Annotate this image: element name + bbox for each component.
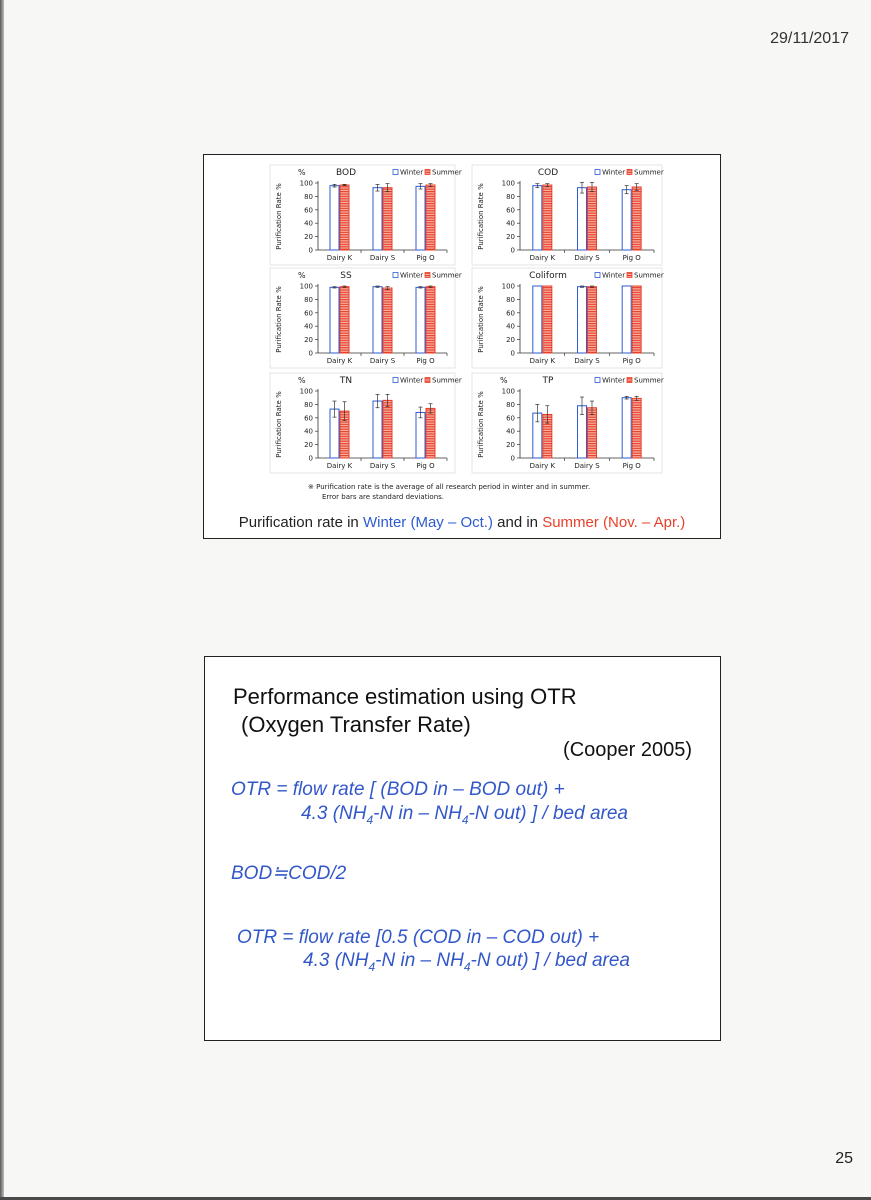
bar-winter-dairy-s: [578, 287, 587, 353]
x-tick-label: Dairy S: [574, 462, 600, 470]
bar-winter-dairy-k: [533, 186, 542, 250]
formula2-line1: [237, 927, 599, 949]
bar-summer-dairy-s: [588, 287, 597, 353]
y-tick-label: 80: [506, 192, 515, 201]
y-tick-label: 60: [506, 309, 515, 318]
f1-sub-2: 4: [461, 812, 469, 827]
y-axis-label: Purification Rate %: [477, 391, 485, 458]
x-tick-label: Dairy K: [529, 462, 556, 470]
legend-swatch-winter: [393, 378, 398, 383]
x-tick-label: Pig O: [416, 357, 435, 365]
slide-purification-charts: [203, 154, 721, 539]
y-tick-label: 20: [506, 233, 515, 242]
bar-winter-dairy-s: [373, 287, 382, 353]
y-tick-label: 40: [506, 219, 515, 228]
chart-title: SS: [340, 271, 352, 281]
y-axis-label: Purification Rate %: [477, 183, 485, 250]
y-tick-label: 100: [501, 282, 515, 291]
y-tick-label: 0: [308, 349, 313, 358]
bar-summer-pig-o: [632, 286, 641, 353]
legend-swatch-winter: [393, 170, 398, 175]
y-axis-label: Purification Rate %: [275, 391, 283, 458]
legend-label-summer: Summer: [432, 376, 462, 385]
bar-summer-dairy-k: [543, 185, 552, 250]
x-tick-label: Dairy S: [369, 254, 396, 262]
x-tick-label: Pig O: [622, 357, 641, 365]
y-tick-label: 100: [501, 387, 515, 396]
bar-winter-pig-o: [416, 287, 425, 353]
y-tick-label: 40: [304, 219, 313, 228]
y-axis-label: Purification Rate %: [477, 286, 485, 353]
bar-summer-dairy-k: [543, 286, 552, 353]
title-line-2: (Oxygen Transfer Rate): [241, 712, 471, 737]
x-tick-label: Pig O: [622, 254, 641, 262]
legend-label-winter: Winter: [400, 168, 424, 177]
legend-swatch-summer: [425, 378, 430, 383]
y-axis-label: Purification Rate %: [275, 183, 283, 250]
y-tick-label: 80: [304, 295, 313, 304]
chart-title: TN: [339, 376, 353, 386]
y-tick-label: 60: [304, 414, 313, 423]
formula2-lhs: OTR =: [237, 927, 299, 948]
title-line-1: Performance estimation using OTR: [233, 684, 577, 709]
legend-swatch-winter: [393, 273, 398, 278]
y-tick-label: 60: [304, 206, 313, 215]
chart-bod: [270, 165, 462, 265]
legend-swatch-winter: [595, 378, 600, 383]
unit-label: %: [298, 376, 306, 385]
y-tick-label: 100: [299, 282, 313, 291]
bar-winter-dairy-k: [330, 186, 339, 250]
bar-summer-dairy-s: [588, 408, 597, 458]
y-tick-label: 20: [506, 336, 515, 345]
f2-part-b: -N in – NH: [375, 950, 464, 971]
footnote-line-1: ※ Purification rate is the average of all research period in winter and in summer.: [308, 483, 591, 491]
legend-swatch-summer: [425, 170, 430, 175]
x-tick-label: Dairy S: [574, 357, 600, 365]
caption-middle: and in: [492, 514, 543, 531]
x-tick-label: Dairy S: [369, 462, 396, 470]
x-tick-label: Dairy K: [529, 254, 556, 262]
bar-summer-pig-o: [632, 187, 641, 250]
f1-part-b: -N in – NH: [373, 803, 462, 824]
legend-label-summer: Summer: [432, 168, 462, 177]
slide1-caption: [204, 514, 720, 531]
approximation: BOD≒COD/2: [231, 863, 347, 884]
y-tick-label: 80: [304, 400, 313, 409]
legend-swatch-summer: [627, 378, 632, 383]
bar-winter-dairy-k: [533, 286, 542, 353]
unit-label: %: [298, 271, 306, 280]
x-tick-label: Pig O: [416, 462, 435, 470]
y-tick-label: 100: [299, 179, 313, 188]
page-number: 25: [835, 1150, 853, 1167]
x-tick-label: Pig O: [416, 254, 435, 262]
legend-label-summer: Summer: [432, 271, 462, 280]
bar-summer-dairy-s: [383, 288, 392, 353]
footnote-line-2: Error bars are standard deviations.: [322, 493, 444, 501]
x-tick-label: Dairy K: [326, 357, 353, 365]
slide2-title: [233, 683, 577, 739]
chart-title: TP: [542, 376, 554, 386]
bar-winter-pig-o: [622, 286, 631, 353]
legend-swatch-winter: [595, 273, 600, 278]
y-tick-label: 80: [304, 192, 313, 201]
chart-title: BOD: [335, 168, 357, 178]
x-tick-label: Dairy K: [326, 462, 353, 470]
unit-label: %: [298, 168, 306, 177]
chart-grid: [204, 155, 722, 540]
chart-tn: [270, 373, 462, 473]
y-tick-label: 0: [510, 349, 515, 358]
y-tick-label: 20: [506, 441, 515, 450]
y-tick-label: 80: [506, 295, 515, 304]
y-tick-label: 20: [304, 336, 313, 345]
bar-winter-pig-o: [416, 186, 425, 250]
formula1-lhs: OTR =: [231, 779, 293, 800]
chart-ss: [270, 268, 462, 368]
bar-winter-pig-o: [622, 398, 631, 458]
reference: (Cooper 2005): [563, 739, 692, 761]
bar-summer-pig-o: [426, 185, 435, 250]
x-tick-label: Dairy K: [326, 254, 353, 262]
y-tick-label: 40: [506, 322, 515, 331]
y-tick-label: 40: [506, 427, 515, 436]
x-tick-label: Dairy K: [529, 357, 556, 365]
caption-summer: Summer (Nov. – Apr.): [542, 514, 686, 531]
legend-label-winter: Winter: [400, 271, 424, 280]
y-tick-label: 40: [304, 322, 313, 331]
bar-summer-dairy-k: [340, 287, 349, 353]
bar-summer-dairy-s: [383, 400, 392, 458]
y-tick-label: 0: [510, 246, 515, 255]
chart-coliform: [472, 268, 664, 368]
legend-label-winter: Winter: [400, 376, 424, 385]
slide-otr-estimation: [204, 656, 721, 1041]
y-axis-label: Purification Rate %: [275, 286, 283, 353]
y-tick-label: 60: [506, 206, 515, 215]
y-tick-label: 60: [304, 309, 313, 318]
y-tick-label: 20: [304, 441, 313, 450]
chart-title: Coliform: [529, 271, 567, 281]
caption-prefix: Purification rate in: [238, 514, 363, 531]
f2-sub-1: 4: [368, 959, 376, 974]
bar-summer-pig-o: [632, 398, 641, 458]
bar-summer-dairy-s: [588, 187, 597, 250]
legend-swatch-summer: [425, 273, 430, 278]
bar-winter-dairy-s: [578, 188, 587, 250]
formula1-rhs: flow rate [ (BOD in – BOD out) +: [292, 779, 565, 800]
y-tick-label: 20: [304, 233, 313, 242]
f2-part-a: 4.3 (NH: [303, 950, 369, 971]
legend-swatch-summer: [627, 273, 632, 278]
caption-winter: Winter (May – Oct.): [362, 514, 493, 531]
f2-part-c: -N out) ] / bed area: [470, 950, 630, 971]
formula1-line2: [301, 803, 628, 827]
legend-swatch-winter: [595, 170, 600, 175]
f1-sub-1: 4: [366, 812, 374, 827]
unit-label: %: [500, 376, 508, 385]
y-tick-label: 40: [304, 427, 313, 436]
legend-label-summer: Summer: [634, 376, 664, 385]
x-tick-label: Dairy S: [369, 357, 396, 365]
legend-label-winter: Winter: [602, 271, 626, 280]
f1-part-a: 4.3 (NH: [301, 803, 367, 824]
legend-label-summer: Summer: [634, 271, 664, 280]
f1-part-c: -N out) ] / bed area: [468, 803, 628, 824]
bar-winter-dairy-s: [373, 401, 382, 458]
bar-winter-dairy-k: [330, 287, 339, 353]
y-tick-label: 100: [299, 387, 313, 396]
formula2-rhs: flow rate [0.5 (COD in – COD out) +: [298, 927, 600, 948]
bar-winter-pig-o: [622, 190, 631, 250]
bar-summer-dairy-k: [340, 185, 349, 250]
legend-label-winter: Winter: [602, 376, 626, 385]
y-tick-label: 0: [308, 454, 313, 463]
legend-swatch-summer: [627, 170, 632, 175]
legend-label-summer: Summer: [634, 168, 664, 177]
y-tick-label: 80: [506, 400, 515, 409]
chart-cod: [472, 165, 664, 265]
chart-tp: [472, 373, 664, 473]
formula1-line1: [231, 779, 565, 801]
y-tick-label: 60: [506, 414, 515, 423]
scan-edge: [0, 0, 4, 1200]
x-tick-label: Pig O: [622, 462, 641, 470]
bar-winter-pig-o: [416, 412, 425, 458]
bar-summer-pig-o: [426, 408, 435, 458]
bar-summer-pig-o: [426, 287, 435, 353]
header-date: 29/11/2017: [770, 30, 849, 47]
formula2-line2: [303, 950, 630, 974]
x-tick-label: Dairy S: [574, 254, 600, 262]
legend-label-winter: Winter: [602, 168, 626, 177]
bar-summer-dairy-s: [383, 188, 392, 250]
y-tick-label: 100: [501, 179, 515, 188]
f2-sub-2: 4: [463, 959, 471, 974]
y-tick-label: 0: [510, 454, 515, 463]
y-tick-label: 0: [308, 246, 313, 255]
bar-winter-dairy-s: [373, 188, 382, 250]
chart-title: COD: [537, 168, 559, 178]
